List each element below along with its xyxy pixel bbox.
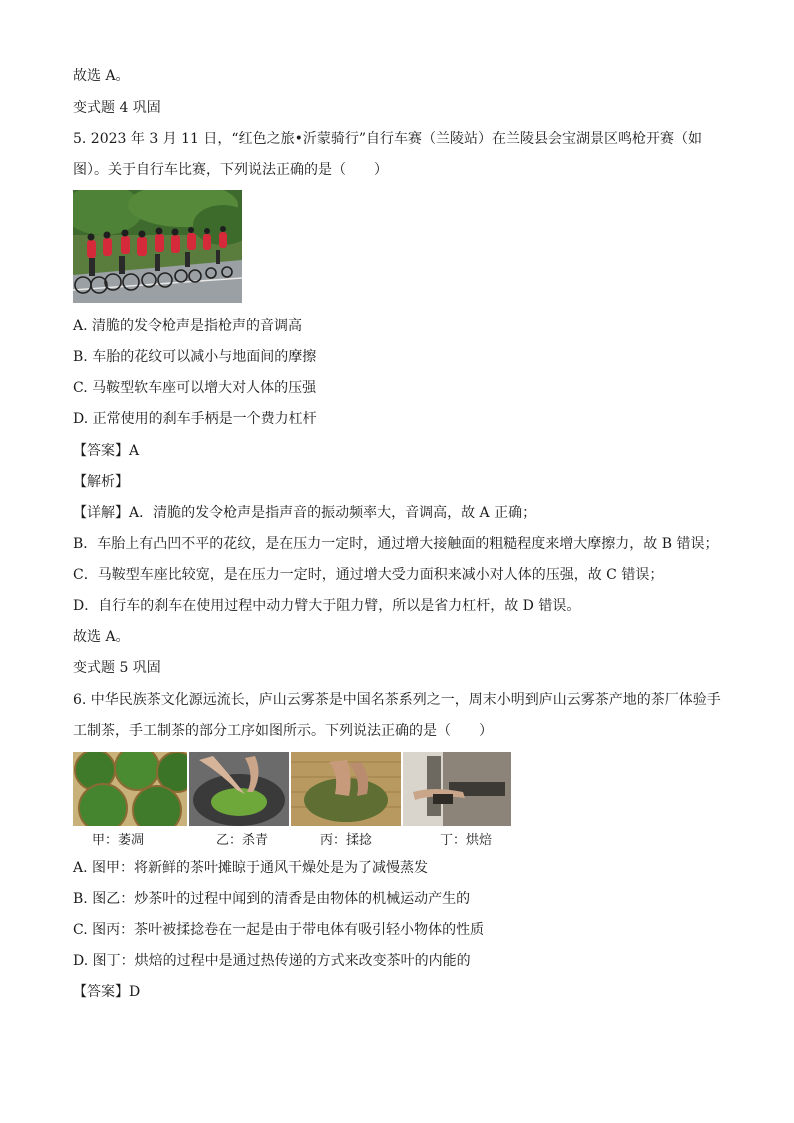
question-5-option-c: C. 马鞍型软车座可以增大对人体的压强	[73, 380, 317, 396]
question-5-line-1: 5. 2023 年 3 月 11 日，“红色之旅•沂蒙骑行”自行车赛（兰陵站）在兰陵县会宝湖景区鸣枪开赛（如	[73, 131, 702, 147]
question-6-option-a: A. 图甲：将新鲜的茶叶摊晾于通风干燥处是为了减慢蒸发	[73, 860, 429, 876]
caption-ding: 丁：烘焙	[440, 833, 493, 848]
cycling-race-photo	[73, 190, 242, 303]
question-5-option-a: A. 清脆的发令枪声是指枪声的音调高	[73, 318, 303, 334]
withering-illustration	[73, 752, 187, 826]
question-5-choose: 故选 A。	[73, 629, 130, 645]
question-5-option-d: D. 正常使用的刹车手柄是一个费力杠杆	[73, 411, 317, 427]
tea-fixing-photo	[189, 752, 289, 826]
tea-rolling-photo	[291, 752, 401, 826]
fixing-illustration	[189, 752, 289, 826]
tea-baking-photo	[403, 752, 511, 826]
cycling-race-illustration	[73, 190, 242, 303]
caption-bing: 丙：揉捻	[320, 833, 373, 848]
question-5-line-2: 图）。关于自行车比赛，下列说法正确的是（ ）	[73, 162, 388, 178]
question-5-detail-b: B．车胎上有凸凹不平的花纹，是在压力一定时，通过增大接触面的粗糙程度来增大摩擦力，故 B 错误；	[73, 536, 719, 552]
question-6-answer: 【答案】D	[73, 984, 141, 1000]
choose-a-text: 故选 A。	[73, 68, 130, 84]
question-6-option-b: B. 图乙：炒茶叶的过程中闻到的清香是由物体的机械运动产生的	[73, 891, 471, 907]
question-6-option-d: D. 图丁：烘焙的过程中是通过热传递的方式来改变茶叶的内能的	[73, 953, 471, 969]
question-6-option-c: C. 图丙：茶叶被揉捻卷在一起是由于带电体有吸引轻小物体的性质	[73, 922, 485, 938]
question-5-analysis-label: 【解析】	[73, 474, 129, 490]
variant-5-label: 变式题 5 巩固	[73, 660, 161, 676]
question-6-line-2: 工制茶，手工制茶的部分工序如图所示。下列说法正确的是（ ）	[73, 723, 493, 739]
baking-illustration	[403, 752, 511, 826]
question-6-line-1: 6. 中华民族茶文化源远流长，庐山云雾茶是中国名茶系列之一，周末小明到庐山云雾茶产地的茶厂体验手	[73, 692, 721, 708]
question-5-option-b: B. 车胎的花纹可以减小与地面间的摩擦	[73, 349, 317, 365]
variant-4-label: 变式题 4 巩固	[73, 100, 161, 116]
question-5-detail-a: 【详解】A．清脆的发令枪声是指声音的振动频率大，音调高，故 A 正确；	[73, 505, 537, 521]
rolling-illustration	[291, 752, 401, 826]
question-5-answer: 【答案】A	[73, 443, 140, 459]
caption-yi: 乙：杀青	[216, 833, 269, 848]
question-5-detail-c: C．马鞍型车座比较宽，是在压力一定时，通过增大受力面积来减小对人体的压强，故 C 错误；	[73, 567, 664, 583]
tea-withering-photo	[73, 752, 187, 826]
question-5-detail-d: D．自行车的刹车在使用过程中动力臂大于阻力臂，所以是省力杠杆，故 D 错误。	[73, 598, 581, 614]
caption-jia: 甲：萎凋	[92, 833, 145, 848]
